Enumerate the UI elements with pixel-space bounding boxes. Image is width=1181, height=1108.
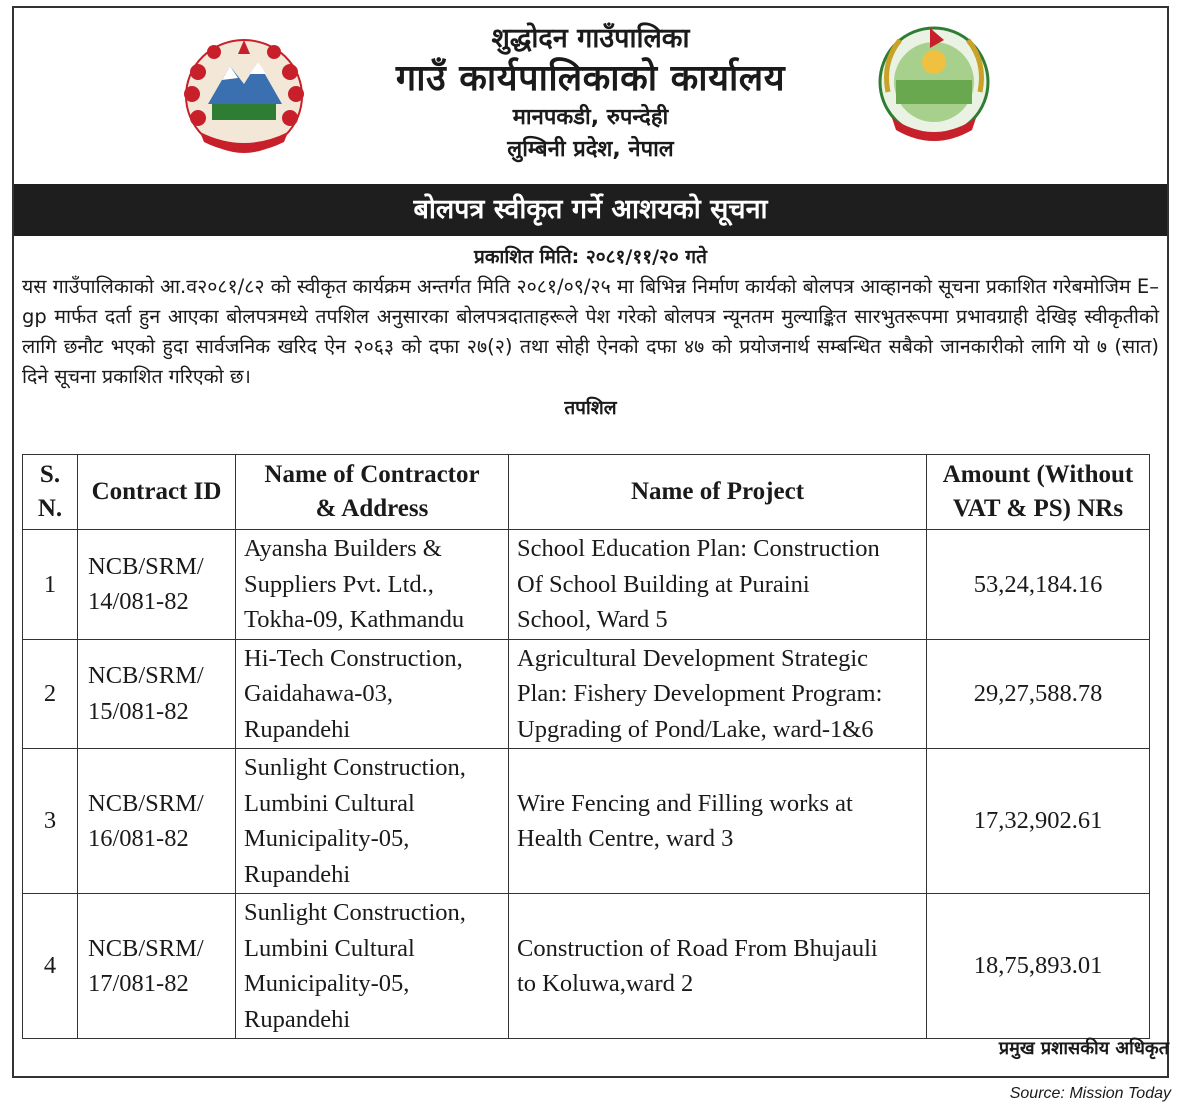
contractor-line: Tokha-09, Kathmandu	[244, 606, 465, 633]
office-province: लुम्बिनी प्रदेश, नेपाल	[507, 137, 674, 162]
header-contractor-line: & Address	[315, 495, 429, 522]
project-line: School, Ward 5	[517, 606, 668, 633]
letterhead	[14, 8, 1167, 184]
contract-id-line: 17/081-82	[88, 970, 189, 997]
contractor-line: Gaidahawa-03,	[244, 680, 393, 707]
cell-project	[509, 894, 927, 1039]
cell-sn: 4	[23, 894, 78, 1039]
contract-award-table	[22, 454, 1150, 1039]
table-row	[23, 639, 1150, 749]
header-sn-line: S.	[39, 461, 61, 488]
table-row	[23, 749, 1150, 894]
project-line: Health Centre, ward 3	[517, 825, 734, 852]
contract-id-line: 15/081-82	[88, 697, 189, 725]
table-row	[23, 530, 1150, 640]
contract-id-line: 14/081-82	[88, 588, 189, 616]
cell-contract-id	[78, 894, 236, 1039]
notice-frame	[12, 6, 1169, 1078]
contractor-line: Municipality-05,	[244, 825, 410, 852]
contractor-line: Rupandehi	[244, 715, 351, 743]
header-project: Name of Project	[509, 455, 927, 530]
signatory-title: प्रमुख प्रशासकीय अधिकृत	[998, 1038, 1169, 1059]
contractor-line: Municipality-05,	[244, 970, 410, 997]
notice-title: बोलपत्र स्वीकृत गर्ने आशयको सूचना	[14, 184, 1167, 236]
contract-id-line: NCB/SRM/	[88, 934, 204, 962]
cell-project	[509, 639, 927, 749]
cell-contract-id	[78, 749, 236, 894]
cell-sn: 1	[23, 530, 78, 640]
cell-amount: 17,32,902.61	[927, 749, 1150, 894]
contractor-line: Suppliers Pvt. Ltd.,	[244, 570, 434, 598]
project-line: Plan: Fishery Development Program:	[517, 680, 883, 707]
cell-sn: 3	[23, 749, 78, 894]
cell-contractor	[236, 894, 509, 1039]
cell-amount: 53,24,184.16	[927, 530, 1150, 640]
project-line: Of School Building at Puraini	[517, 570, 810, 598]
cell-project	[509, 530, 927, 640]
contract-id-line: NCB/SRM/	[88, 789, 204, 817]
cell-contract-id	[78, 530, 236, 640]
cell-contractor	[236, 639, 509, 749]
project-line: Construction of Road From Bhujauli	[517, 934, 878, 962]
contractor-line: Lumbini Cultural	[244, 934, 415, 962]
cell-contractor	[236, 530, 509, 640]
header-sn	[23, 455, 78, 530]
table-header-row	[23, 455, 1150, 530]
table-row	[23, 894, 1150, 1039]
source-credit: Source: Mission Today	[1009, 1085, 1171, 1102]
header-amount-line: VAT & PS) NRs	[952, 495, 1124, 522]
header-amount	[927, 455, 1150, 530]
letterhead-text	[14, 22, 1167, 166]
project-line: Wire Fencing and Filling works at	[517, 789, 853, 817]
cell-amount: 18,75,893.01	[927, 894, 1150, 1039]
contractor-line: Hi-Tech Construction,	[244, 644, 463, 672]
cell-amount: 29,27,588.78	[927, 639, 1150, 749]
header-contract-id: Contract ID	[78, 455, 236, 530]
cell-sn: 2	[23, 639, 78, 749]
published-date: प्रकाशित मिति: २०८१/११/२० गते	[474, 246, 707, 268]
contract-id-line: 16/081-82	[88, 825, 189, 852]
project-line: Agricultural Development Strategic	[517, 644, 869, 672]
municipality-name: शुद्धोदन गाउँपालिका	[491, 23, 690, 54]
municipality-seal-logo	[874, 22, 994, 148]
project-line: to Koluwa,ward 2	[517, 970, 694, 997]
project-line: School Education Plan: Construction	[517, 535, 880, 562]
contractor-line: Rupandehi	[244, 860, 351, 888]
contractor-line: Lumbini Cultural	[244, 789, 415, 817]
contract-id-line: NCB/SRM/	[88, 662, 204, 690]
contractor-line: Rupandehi	[244, 1005, 351, 1033]
cell-contractor	[236, 749, 509, 894]
header-contractor	[236, 455, 509, 530]
header-amount-line: Amount (Without	[942, 461, 1134, 488]
contract-id-line: NCB/SRM/	[88, 552, 204, 580]
header-contractor-line: Name of Contractor	[264, 461, 480, 488]
notice-body: यस गाउँपालिकाको आ.व२०८१/८२ को स्वीकृत कार्यक्रम अन्तर्गत मिति २०८१/०९/२५ मा बिभिन्न निर्माण कार्यको बोलपत्र आव्हानको सूचना प्रकाशित गरेबमोजिम E–gp मार्फत दर्ता हुन आएका बोलपत्रमध्ये तपशिल अनुसारका बोलपत्रदाताहरूले पेश गरेको बोलपत्र न्यूनतम मुल्याङ्कित सारभुतरूपमा प्रभावग्राही देखिइ स्वीकृतीको लागि छनौट भएको हुदा सार्वजनिक खरिद ऐन २०६३ को दफा २७(२) तथा सोही ऐनको दफा ४७ को प्रयोजनार्थ सम्बन्धित सबैको जानकारीको लागि यो ७ (सात) दिने सूचना प्रकाशित गरिएको छ।	[22, 275, 1159, 388]
schedule-label: तपशिल	[564, 397, 617, 419]
contractor-line: Sunlight Construction,	[244, 899, 466, 926]
contractor-line: Sunlight Construction,	[244, 754, 466, 781]
cell-contract-id	[78, 639, 236, 749]
office-location: मानपकडी, रुपन्देही	[512, 105, 669, 130]
office-name: गाउँ कार्यपालिकाको कार्यालय	[395, 58, 786, 99]
contractor-line: Ayansha Builders &	[244, 535, 442, 562]
cell-project	[509, 749, 927, 894]
project-line: Upgrading of Pond/Lake, ward-1&6	[517, 715, 874, 743]
header-sn-line: N.	[37, 495, 63, 522]
